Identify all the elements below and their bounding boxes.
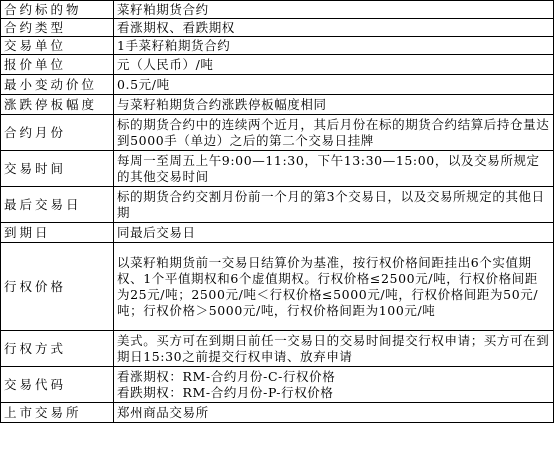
row-label: 上市交易所 — [1, 403, 114, 423]
row-label: 涨跌停板幅度 — [1, 95, 114, 115]
row-label: 到期日 — [1, 223, 114, 243]
row-value: 与菜籽粕期货合约涨跌停板幅度相同 — [114, 95, 554, 115]
row-value: 看涨期权、看跌期权 — [114, 19, 554, 37]
table-row — [1, 223, 554, 243]
table-row — [1, 37, 554, 55]
row-value: 美式。买方可在到期日前任一交易日的交易时间提交行权申请；买方可在到期日15:30之前提交行权申请、放弃申请 — [114, 331, 554, 367]
row-value: 标的期货合约中的连续两个近月，其后月份在标的期货合约结算后持仓量达到5000手（单边）之后的第二个交易日挂牌 — [114, 115, 554, 151]
row-value: 郑州商品交易所 — [114, 403, 554, 423]
row-value: 菜籽粕期货合约 — [114, 1, 554, 19]
table-row — [1, 403, 554, 423]
row-label: 交易代码 — [1, 367, 114, 403]
table-row — [1, 75, 554, 95]
row-label: 最后交易日 — [1, 187, 114, 223]
row-label: 行权价格 — [1, 243, 114, 331]
row-value: 标的期货合约交割月份前一个月的第3个交易日，以及交易所规定的其他日期 — [114, 187, 554, 223]
row-label: 行权方式 — [1, 331, 114, 367]
table-row — [1, 187, 554, 223]
row-value: 1手菜籽粕期货合约 — [114, 37, 554, 55]
table-row — [1, 55, 554, 75]
table-row — [1, 331, 554, 367]
table-row — [1, 243, 554, 331]
row-label: 报价单位 — [1, 55, 114, 75]
table-row — [1, 95, 554, 115]
call-option-code: 看涨期权：RM-合约月份-C-行权价格 — [117, 368, 336, 384]
row-label: 交易时间 — [1, 151, 114, 187]
row-value: 同最后交易日 — [114, 223, 554, 243]
table-row — [1, 367, 554, 403]
row-label: 合约标的物 — [1, 1, 114, 19]
row-value: 元（人民币）/吨 — [114, 55, 554, 75]
row-value — [114, 367, 554, 403]
table-row — [1, 115, 554, 151]
row-label: 合约类型 — [1, 19, 114, 37]
row-value: 以菜籽粕期货前一交易日结算价为基准，按行权价格间距挂出6个实值期权、1个平值期权和6个虚值期权。行权价格≤2500元/吨，行权价格间距为25元/吨；2500元/吨＜行权价格≤5000元/吨，行权价格间距为50元/吨；行权价格＞5000元/吨，行权价格间距为100元/吨 — [114, 243, 554, 331]
put-option-code: 看跌期权：RM-合约月份-P-行权价格 — [117, 384, 334, 400]
table-row — [1, 19, 554, 37]
row-value: 0.5元/吨 — [114, 75, 554, 95]
table-row — [1, 151, 554, 187]
row-value: 每周一至周五上午9:00—11:30，下午13:30—15:00，以及交易所规定的其他交易时间 — [114, 151, 554, 187]
row-label: 交易单位 — [1, 37, 114, 55]
row-label: 合约月份 — [1, 115, 114, 151]
table-row — [1, 1, 554, 19]
row-label: 最小变动价位 — [1, 75, 114, 95]
